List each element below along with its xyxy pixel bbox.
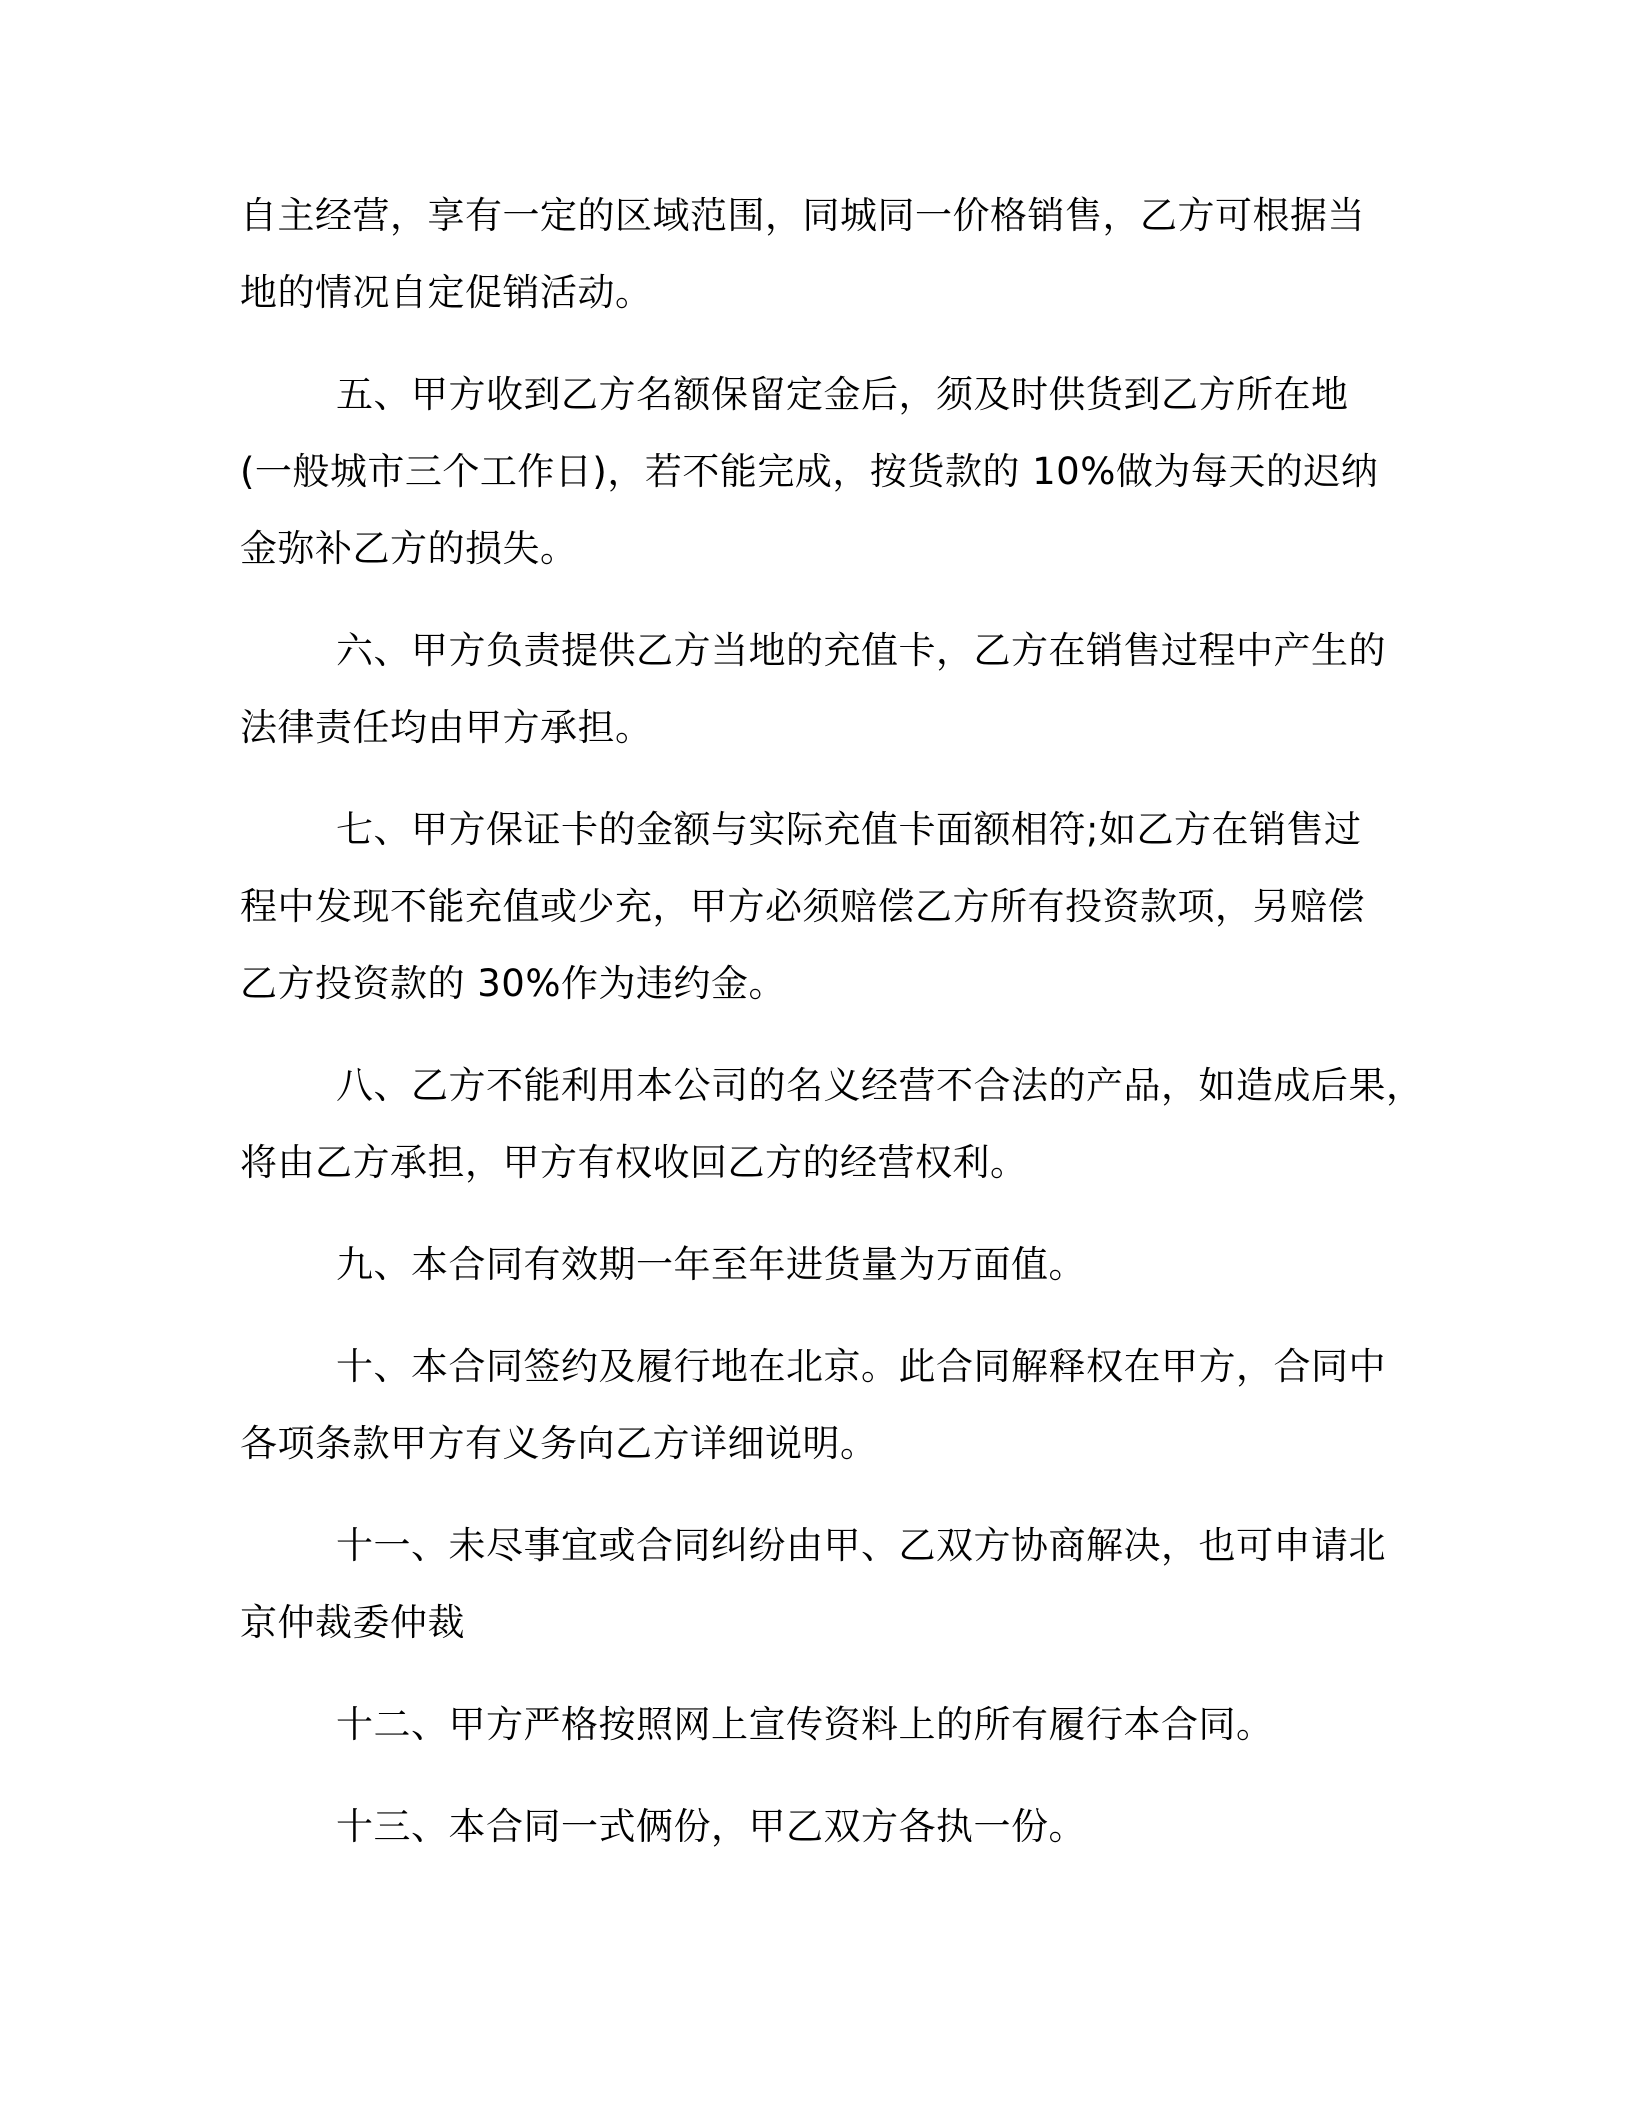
text-line: 程中发现不能充值或少充，甲方必须赔偿乙方所有投资款项，另赔偿 <box>240 885 1365 928</box>
text-line: 七、甲方保证卡的金额与实际充值卡面额相符;如乙方在销售过 <box>336 808 1362 851</box>
text-line: 京仲裁委仲裁 <box>240 1601 465 1644</box>
text-line: 五、甲方收到乙方名额保留定金后，须及时供货到乙方所在地 <box>336 373 1349 416</box>
text-line: (一般城市三个工作日)，若不能完成，按货款的 10%做为每天的迟纳 <box>240 450 1379 493</box>
text-line: 金弥补乙方的损失。 <box>240 527 578 570</box>
text-line: 法律责任均由甲方承担。 <box>240 706 653 749</box>
text-line: 十三、本合同一式俩份，甲乙双方各执一份。 <box>336 1805 1086 1848</box>
text-line: 八、乙方不能利用本公司的名义经营不合法的产品，如造成后果， <box>336 1064 1424 1107</box>
text-line: 九、本合同有效期一年至年进货量为万面值。 <box>336 1243 1086 1286</box>
text-line: 自主经营，享有一定的区域范围，同城同一价格销售，乙方可根据当 <box>240 194 1365 237</box>
text-line: 乙方投资款的 30%作为违约金。 <box>240 962 786 1005</box>
text-line: 地的情况自定促销活动。 <box>240 271 653 314</box>
text-line: 十一、未尽事宜或合同纠纷由甲、乙双方协商解决，也可申请北 <box>336 1524 1386 1567</box>
text-line: 各项条款甲方有义务向乙方详细说明。 <box>240 1422 878 1465</box>
text-line: 十二、甲方严格按照网上宣传资料上的所有履行本合同。 <box>336 1703 1274 1746</box>
text-line: 将由乙方承担，甲方有权收回乙方的经营权利。 <box>240 1141 1028 1184</box>
text-line: 六、甲方负责提供乙方当地的充值卡，乙方在销售过程中产生的 <box>336 629 1386 672</box>
text-line: 十、本合同签约及履行地在北京。此合同解释权在甲方，合同中 <box>336 1345 1386 1388</box>
